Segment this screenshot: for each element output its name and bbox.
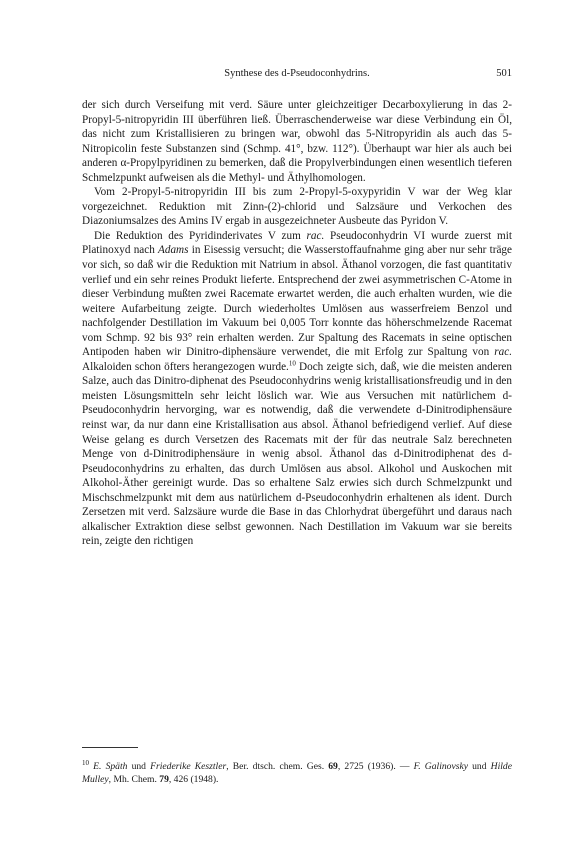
bold-text: 69 bbox=[328, 761, 338, 772]
footnote-marker: 10 bbox=[82, 758, 89, 767]
text-run: Pseudoconhydrin VI wurde zuerst mit Platinoxyd nach bbox=[82, 229, 512, 257]
italic-text: Friederike Kesztler bbox=[150, 761, 227, 772]
text-run: Alkaloiden schon öfters herangezogen wurde. bbox=[82, 360, 289, 373]
text-run: Doch zeigte sich, daß, wie die meisten anderen Salze, auch das Dinitro-diphenat des Pseudoconhydrins wenig kristallisationsfreudig und in den meisten Lösungsmitteln sehr leicht löslich war. Wie aus Versuchen mit natürlichem d-Pseudoconhydrin hervorging, war es notwendig, daß die verwendete d-Dinitrodiphensäure reinst war, da nur dann eine Kristallisation aus absol. Äthanol befriedigend verlief. Auf diese Weise gelang es durch Versetzen des Racemats mit der für das neutrale Salz berechneten Menge von d-Dinitrodiphensäure in wenig absol. Äthanol das d-Dinitrodiphenat des d-Pseudoconhydrins zu erhalten, das durch Umlösen aus absol. Alkohol und Auskochen mit Alkohol-Äther gereinigt wurde. Das so erhaltene Salz erwies sich durch Schmelzpunkt und Mischschmelzpunkt mit dem aus natürlichem d-Pseudoconhydrin erhaltenen als ident. Durch Zersetzen mit verd. Salzsäure wurde die Base in das Chlorhydrat übergeführt und daraus nach alkalischer Extraktion diese selbst gewonnen. Nach Destillation im Vakuum war sie bereits rein, zeigte den richtigen bbox=[82, 360, 512, 548]
running-title: Synthese des d-Pseudoconhydrins. bbox=[224, 68, 370, 79]
text-run: und bbox=[127, 761, 151, 772]
text-run: , 2725 (1936). — bbox=[337, 761, 414, 772]
text-run: der sich durch Verseifung mit verd. Säure unter gleichzeitiger Decarboxylierung in das 2-Propyl-5-nitropyridin III überführen ließ. Überraschenderweise war diese Verbindung ein Öl, das nicht zum Kristallisieren zu bringen war, obwohl das 5-Nitropyridin als auch das 5-Nitropicolin feste Substanzen sind (Schmp. 41°, bzw. 112°). Überhaupt war hier als auch bei anderen α-Propylpyridinen zu bemerken, daß die Propylverbindungen einen wesentlich tieferen Schmelzpunkt aufweisen als die Methyl- und Äthylhomologen. bbox=[82, 99, 512, 184]
paragraph bbox=[82, 229, 512, 549]
paragraph bbox=[82, 98, 512, 185]
italic-text: E. Späth bbox=[93, 761, 128, 772]
bold-text: 79 bbox=[159, 774, 169, 785]
text-run: Die Reduktion des Pyridinderivates V zum bbox=[94, 229, 307, 242]
footnote-reference: 10 bbox=[288, 359, 296, 368]
italic-text: rac. bbox=[494, 346, 512, 359]
page-header bbox=[82, 68, 512, 86]
text-run: und bbox=[467, 761, 491, 772]
text-run: in Eisessig versucht; die Wasserstoffaufnahme ging aber nur sehr träge vor sich, so daß wir die Reduktion mit Natrium in absol. Äthanol vorzogen, die fast quantitativ verlief und ein sehr reines Produkt lieferte. Entsprechend der zwei asymmetrischen C-Atome in dieser Verbindung mußten zwei Racemate erwartet werden, die auch erhalten wurden, wie die weitere Aufarbeitung zeigte. Durch wiederholtes Umlösen aus wasserfreiem Benzol und nachfolgender Destillation im Vakuum bei 0,005 Torr konnte das höherschmelzende Racemat vom Schmp. 92 bis 93° rein erhalten werden. Zur Spaltung des Racemats in seine optischen Antipoden haben wir Dinitro-diphensäure verwendet, die mit Erfolg zur Spaltung von bbox=[82, 244, 512, 359]
italic-text: F. Galinovsky bbox=[413, 761, 468, 772]
body-text bbox=[82, 98, 512, 549]
paragraph bbox=[82, 185, 512, 229]
text-run: , Mh. Chem. bbox=[108, 774, 160, 785]
italic-text: Adams bbox=[158, 244, 189, 257]
footnote-10 bbox=[82, 760, 512, 786]
footnote-separator bbox=[82, 747, 138, 748]
text-run: , 426 (1948). bbox=[168, 774, 219, 785]
italic-text: Hilde Mulley bbox=[82, 761, 512, 785]
text-run: Vom 2-Propyl-5-nitropyridin III bis zum 2-Propyl-5-oxypyridin V war der Weg klar vorgezeichnet. Reduktion mit Zinn-(2)-chlorid und Salzsäure und Verkochen des Diazoniumsalzes des Amins IV ergab in ausgezeichneter Ausbeute das Pyridon V. bbox=[82, 186, 512, 228]
italic-text: rac. bbox=[306, 229, 325, 242]
text-run: , Ber. dtsch. chem. Ges. bbox=[226, 761, 329, 772]
page-number: 501 bbox=[496, 68, 512, 79]
